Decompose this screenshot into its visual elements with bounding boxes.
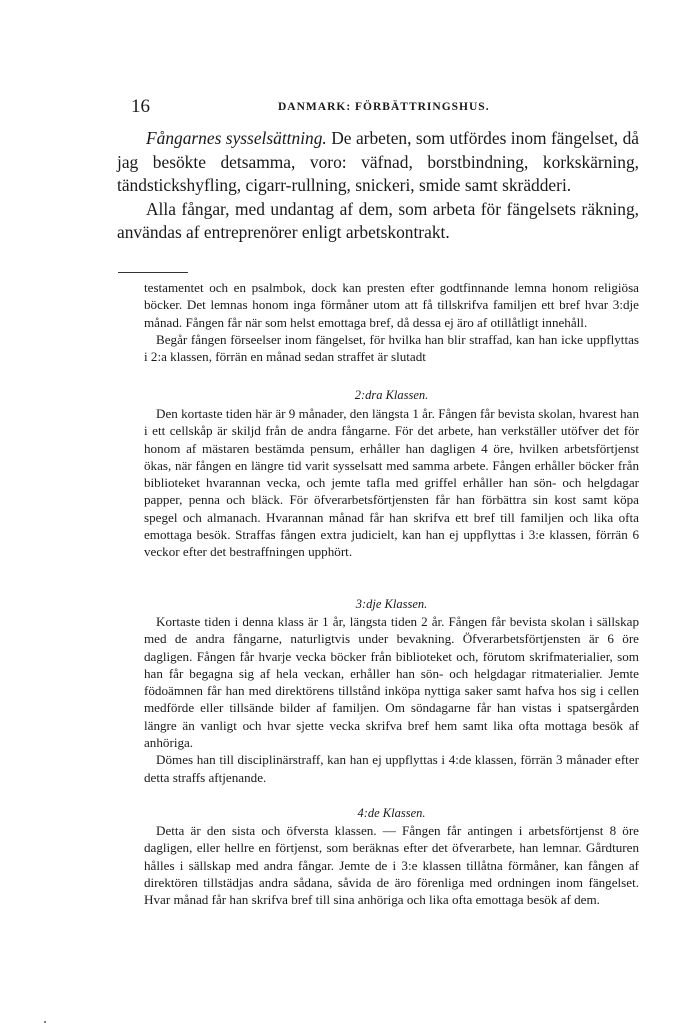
footnote-paragraph: Detta är den sista och öfversta klassen. — Fången får antingen i arbetsförtjenst 8 öre dagligen, eller hellre en förtjenst, som beräknas efter det öfverarbete, han lemnar. Gårdturen hålles i sällskap med andra fångar. Jemte de i 3:e klassen tillåtna förmåner, kan fången af direktören tillstädjas andra sådana, såvida de äro förenliga med ordningen inom fängelset. Hvar månad får han skrifva bref till sina anhöriga och lika ofta emottaga besök af dem. [144, 823, 639, 908]
footnote-paragraph: Begår fången förseelser inom fängelset, för hvilka han blir straffad, kan han icke uppflyttas i 2:a klassen, förrän en månad sedan straffet är slutadt [144, 331, 639, 365]
paragraph-contractors: Alla fångar, med undantag af dem, som arbeta för fängelsets räkning, användas af entreprenörer enligt arbetskontrakt. [117, 198, 639, 242]
footnote-paragraph: Den kortaste tiden här är 9 månader, den längsta 1 år. Fången får bevista skolan, hvarest han i ett cellskåp är skiljd från de andra fångarne. För det arbete, han verkställer utöfver det för honom af mästaren bestämda pensum, erhåller han dagligen 4 öre, hvilken arbetsförtjenst ökas, när fången en längre tid varit sysselsatt med samma arbete. Fången erhåller böcker från biblioteket hvarannan vecka, och jemte tafla med griffel erhåller han sön- och helgdagar papper, penna och bläck. För öfverarbetsförtjensten får han förbättra sin kost samt köpa spegel och almanach. Hvarannan månad får han skrifva ett bref till familjen och lika ofta emottaga besök. Straffas fången extra judicielt, kan han ej uppflyttas i 3:e klassen, förrän 6 veckor efter det bestraffningen upphört. [144, 406, 639, 560]
paragraph-body: De arbeten, som utfördes inom fängelset, då jag besökte detsamma, voro: väfnad, borstbindning, korkskärning, tändstickshyfling, cigarr-rullning, snickeri, smide samt skrädderi. [117, 128, 639, 195]
section-heading-class-3: 3:dje Klassen. [355, 597, 428, 611]
paragraph-occupation [117, 127, 639, 198]
running-head: DANMARK: FÖRBÄTTRINGSHUS. [278, 101, 490, 113]
paper-speck [44, 1021, 46, 1023]
section-class-3 [144, 613, 639, 786]
section-class-4 [144, 822, 639, 908]
page-number: 16 [131, 96, 150, 117]
section-class-2 [144, 405, 639, 561]
main-text [117, 127, 639, 245]
section-heading-class-4: 4:de Klassen. [357, 806, 426, 820]
footnote-divider [118, 272, 188, 273]
section-heading-class-2: 2:dra Klassen. [354, 388, 429, 402]
footnote-paragraph: Kortaste tiden i denna klass är 1 år, längsta tiden 2 år. Fången får bevista skolan i sällskap med de andra fångarne, naturligtvis under bevakning. Öfverarbetsförtjensten är 6 öre dagligen. Fången får hvarje vecka böcker från biblioteket och, förutom skrifmaterialier, som han får begagna sig af hela veckan, erhåller han sön- och helgdagar ritmaterialier. Jemte födoämnen får han med direktörens tillstånd inköpa nyttiga saker samt hafva hos sig i cellen medförde eller tillsände bilder af familjen. Om söndagarne får han vistas i spatsergården längre än vanligt och hvar sjette vecka skrifva bref hem samt lika ofta mottaga besök af anhöriga. [144, 614, 639, 751]
footnote-intro [144, 279, 639, 365]
footnote-paragraph: Dömes han till disciplinärstraff, kan han ej uppflyttas i 4:de klassen, förrän 3 månader efter detta straffs aftjenande. [144, 752, 639, 785]
footnote-paragraph: testamentet och en psalmbok, dock kan presten efter godtfinnande lemna honom religiösa böcker. Det lemnas honom inga förmåner utom att få tillskrifva familjen ett bref hvar 3:dje månad. Fången får när som helst emottaga bref, då dessa ej äro af otillåtligt innehåll. [144, 280, 639, 330]
paragraph-heading: Fångarnes sysselsättning. [146, 128, 327, 148]
